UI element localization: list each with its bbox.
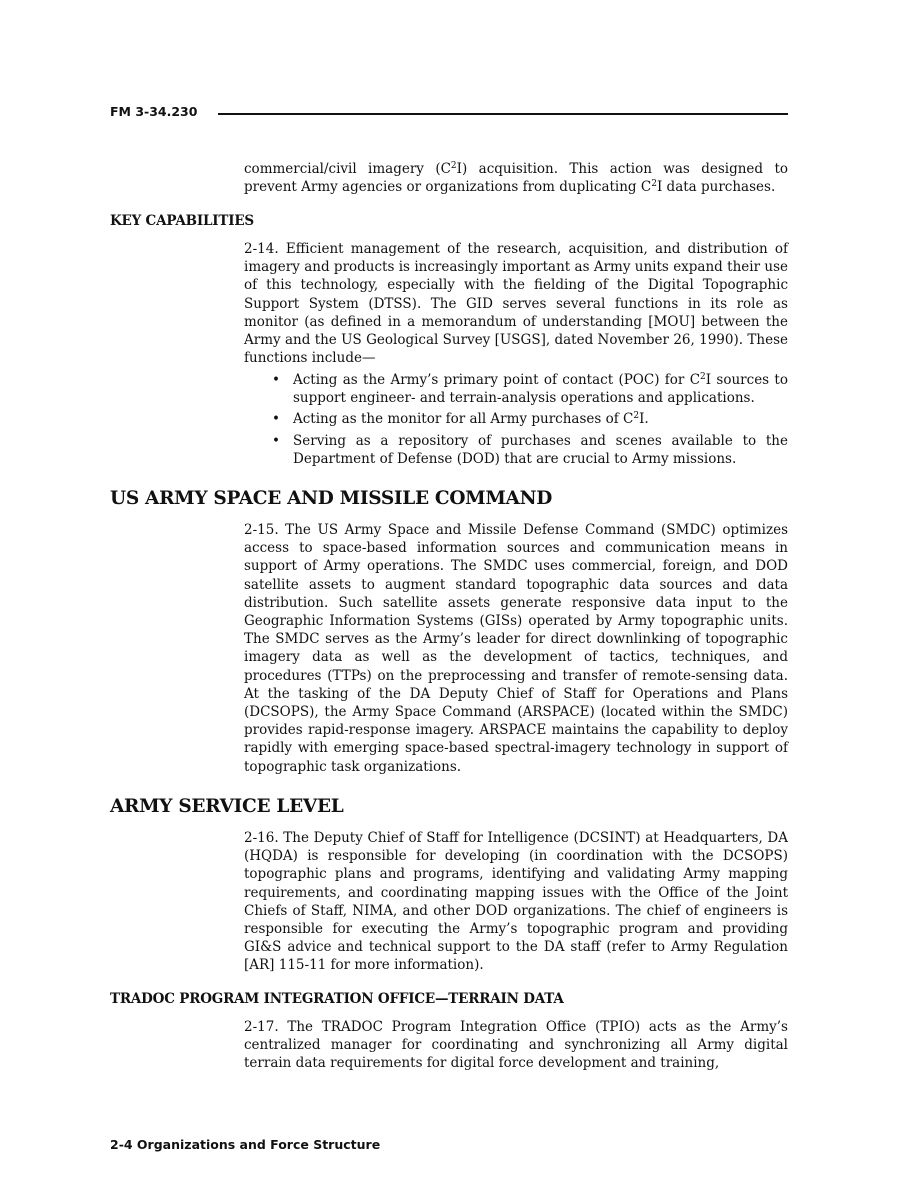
heading-key-capabilities: KEY CAPABILITIES [110,213,254,229]
bullet-icon: • [272,372,280,388]
list-item: • Acting as the Army’s primary point of contact (POC) for $C^2I$ sources to support engineer- and terrain-analysis operations and applications. [272,372,788,407]
list-item: • Serving as a repository of purchases and scenes available to the Department of Defense (DOD) that are crucial to Army missions. [272,432,788,467]
bullet-icon: • [272,411,280,428]
paragraph-2-14: 2-14. Efficient management of the research, acquisition, and distribution of imagery and products is increasingly important as Army units expand their use of this technology, especially with the fielding of the Digital Topographic Support System (DTSS). The GID serves several functions in its role as monitor (as defined in a memorandum of understanding [MOU] between the Army and the US Geological Survey [USGS], dated November 26, 1990). These functions include— [244,241,788,367]
paragraph-2-15: 2-15. The US Army Space and Missile Defense Command (SMDC) optimizes access to space-based information sources and communication means in support of Army operations. The SMDC uses commercial, foreign, and DOD satellite assets to augment standard topographic data sources and data distribution. Such satellite assets generate responsive data input to the Geographic Information Systems (GISs) operated by Army topographic units. The SMDC serves as the Army’s leader for direct downlinking of topographic imagery data as well as the development of tactics, techniques, and procedures (TTPs) on the preprocessing and transfer of remote-sensing data. At the tasking of the DA Deputy Chief of Staff for Operations and Plans (DCSOPS), the Army Space Command (ARSPACE) (located within the SMDC) provides rapid-response imagery. ARSPACE maintains the capability to deploy rapidly with emerging space-based spectral-imagery technology in support of topographic task organizations. [244,522,788,775]
list-item: • Acting as the monitor for all Army purchases of $C^2I$. [272,411,649,428]
heading-smdc: US ARMY SPACE AND MISSILE COMMAND [110,488,552,509]
paragraph-2-16: 2-16. The Deputy Chief of Staff for Intelligence (DCSINT) at Headquarters, DA (HQDA) is responsible for developing (in coordination with the DCSOPS) topographic plans and programs, identifying and validating Army mapping requirements, and coordinating mapping issues with the Office of the Joint Chiefs of Staff, NIMA, and other DOD organizations. The chief of engineers is responsible for executing the Army’s topographic program and providing GI&S advice and technical support to the DA staff (refer to Army Regulation [AR] 115-11 for more information). [244,830,788,974]
paragraph-2-17: 2-17. The TRADOC Program Integration Office (TPIO) acts as the Army’s centralized manager for coordinating and synchronizing all Army digital terrain data requirements for digital force development and training, [244,1019,788,1072]
bullet-icon: • [272,432,280,449]
page-footer: 2-4 Organizations and Force Structure [110,1137,381,1152]
capabilities-list [270,371,788,471]
manual-number: FM 3-34.230 [110,104,198,119]
heading-tradoc: TRADOC PROGRAM INTEGRATION OFFICE—TERRAIN DATA [110,991,564,1007]
heading-army-service-level: ARMY SERVICE LEVEL [110,796,344,817]
running-header [110,104,788,124]
continuation-paragraph: commercial/civil imagery $(C^2I)$ acquisition. This action was designed to prevent Army agencies or organizations from duplicating $C^2I$ data purchases. [244,161,788,196]
header-rule [218,113,788,115]
